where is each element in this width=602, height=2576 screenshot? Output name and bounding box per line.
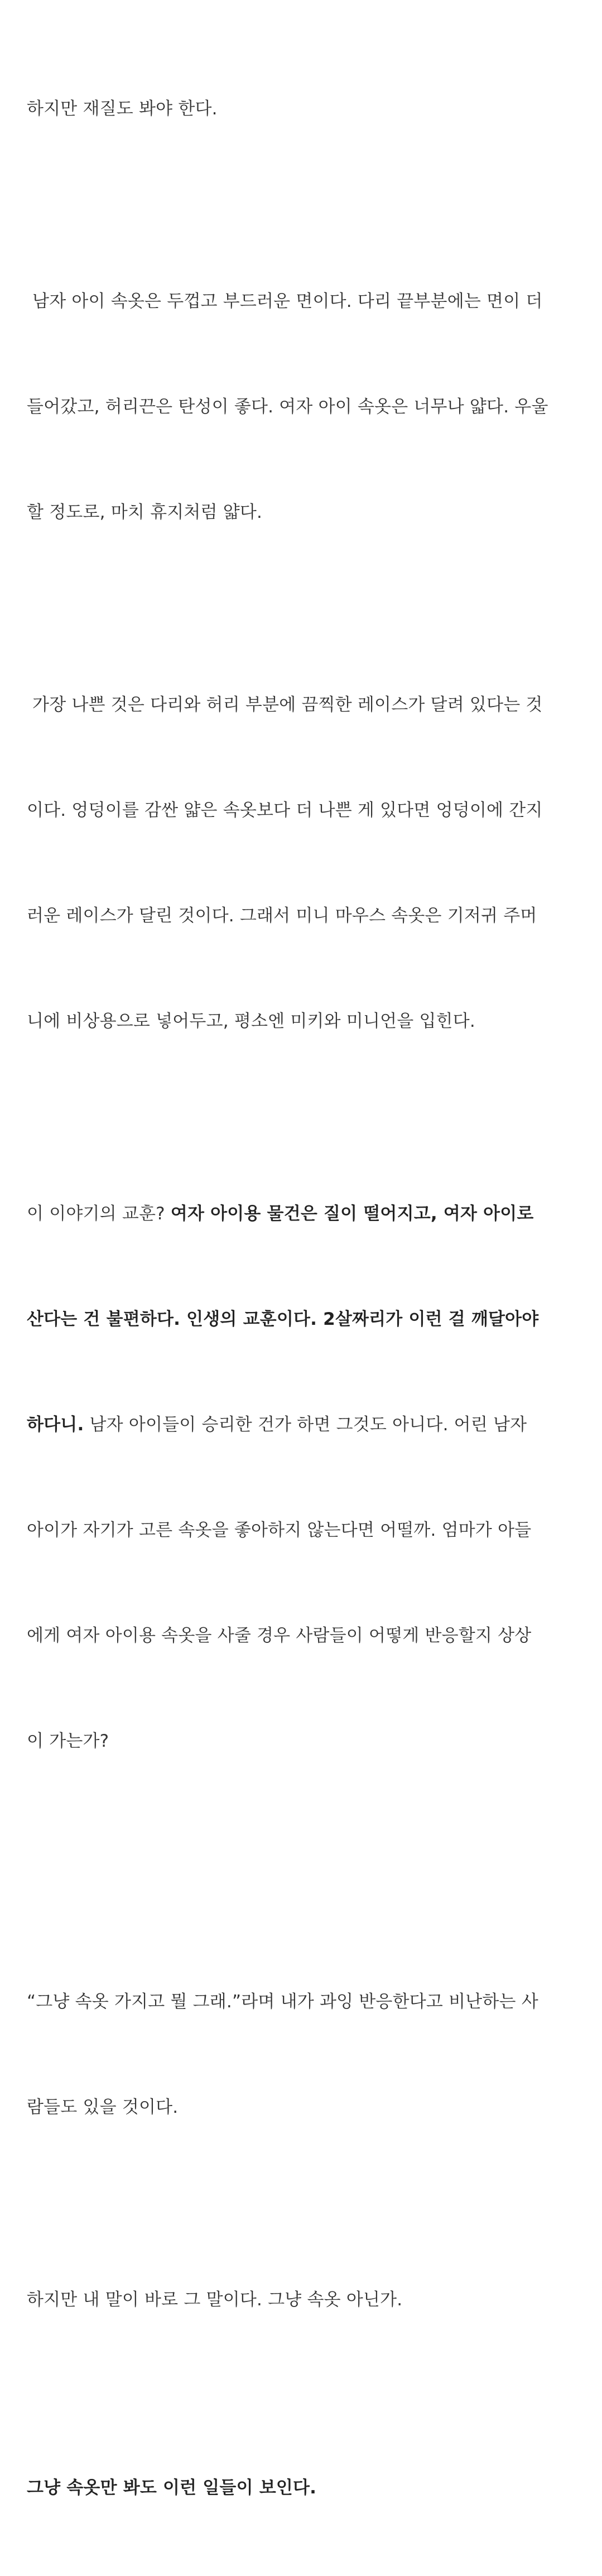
paragraph-7 — [27, 2400, 579, 2576]
paragraph-5 — [27, 1914, 579, 2195]
text-line: “그냥 속옷 가지고 뭘 그래.”라며 내가 과잉 반응한다고 비난하는 사 — [27, 1992, 538, 2012]
text-line: 이다. 엉덩이를 감싼 얇은 속옷보다 더 나쁜 게 있다면 엉덩이에 간지 — [27, 800, 543, 820]
paragraph-3 — [27, 617, 579, 1109]
text-line: 이 가는가? — [27, 1731, 109, 1751]
paragraph-2 — [27, 214, 579, 600]
text-line: 가장 나쁜 것은 다리와 허리 부분에 끔찍한 레이스가 달려 있다는 것 — [27, 695, 543, 715]
text-line: 니에 비상용으로 넣어두고, 평소엔 미키와 미니언을 입힌다. — [27, 1011, 475, 1031]
text-line: 아이가 자기가 고른 속옷을 좋아하지 않는다면 어떨까. 엄마가 아들 — [27, 1520, 532, 1540]
text-line: 러운 레이스가 달린 것이다. 그래서 미니 마우스 속옷은 기저귀 주머 — [27, 906, 537, 926]
paragraph-4 — [27, 1126, 579, 1829]
emphasis-text: 하다니. — [27, 1415, 84, 1435]
text-line: 람들도 있을 것이다. — [27, 2097, 179, 2117]
text-line: 에게 여자 아이용 속옷을 사줄 경우 사람들이 어떻게 반응할지 상상 — [27, 1626, 532, 1646]
plain-text: 이 이야기의 교훈? — [27, 1204, 171, 1224]
text-line: 하지만 내 말이 바로 그 말이다. 그냥 속옷 아닌가. — [27, 2290, 403, 2310]
text-line: 하지만 재질도 봐야 한다. — [27, 99, 218, 119]
emphasis-text: 여자 아이용 물건은 질이 떨어지고, 여자 아이로 — [170, 1204, 534, 1224]
emphasis-text: 산다는 건 불편하다. 인생의 교훈이다. 2살짜리가 이런 걸 깨달아야 — [27, 1309, 539, 1329]
text-line — [27, 1302, 579, 1337]
paragraph-6 — [27, 2212, 579, 2388]
text-line: 할 정도로, 마치 휴지처럼 얇다. — [27, 502, 263, 522]
article-body — [27, 21, 579, 2576]
text-line: 들어갔고, 허리끈은 탄성이 좋다. 여자 아이 속옷은 너무나 얇다. 우울 — [27, 397, 548, 417]
text-line: 남자 아이 속옷은 두껍고 부드러운 면이다. 다리 끝부분에는 면이 더 — [27, 291, 543, 311]
plain-text: 남자 아이들이 승리한 건가 하면 그것도 아니다. 어린 남자 — [84, 1415, 527, 1435]
text-line — [27, 1407, 579, 1443]
emphasis-text: 그냥 속옷만 봐도 이런 일들이 보인다. — [27, 2478, 317, 2498]
paragraph-1 — [27, 21, 579, 197]
text-line — [27, 1196, 579, 1232]
